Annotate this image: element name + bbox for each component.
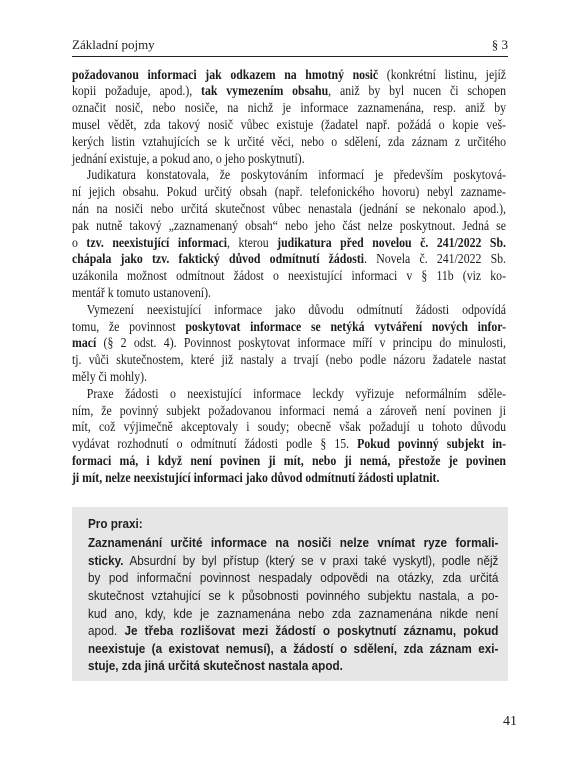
text-line [88, 569, 498, 587]
bold-text-run: judikatura před novelou č. 241/2022 Sb. [277, 234, 506, 250]
text-line [72, 218, 506, 235]
text-line [72, 470, 506, 487]
text-line [88, 587, 498, 605]
bold-text-run: Zaznamenání určité informace na nosiči nelze vnímat ryze formali- [88, 535, 499, 551]
text-run: . Novela č. 241/2022 Sb. [364, 251, 506, 267]
bold-text-run: poskytovat informace se netýká vytváření nových infor- [185, 318, 507, 334]
bold-text-run: tak vymezením obsahu [201, 83, 329, 99]
text-run: měly či mohly). [72, 368, 148, 384]
text-run: , kterou [227, 234, 278, 250]
text-line [72, 100, 506, 117]
text-line [72, 335, 506, 352]
text-line [72, 419, 506, 436]
text-run: vydávat rozhodnutí o odmítnutí žádosti podle § 15. [72, 436, 358, 452]
text-line [72, 167, 506, 184]
text-run: Vymezení neexistující informace jako důvodu odmítnutí žádosti odpovídá [86, 301, 507, 317]
text-run: ním, že povinný subjekt požadovanou informaci nemá a zároveň není povinen ji [72, 402, 506, 418]
text-line [88, 640, 498, 658]
text-line [72, 436, 506, 453]
text-run: označit nosič, nebo nosiče, na nichž je informace zaznamenána, resp. aniž by [72, 100, 506, 116]
bold-text-run: požadovanou informaci jak odkazem na hmotný nosič [72, 66, 379, 82]
practice-box-title: Pro praxi: [88, 516, 143, 531]
text-line [72, 386, 506, 403]
paragraph [72, 386, 506, 487]
text-line [72, 151, 506, 168]
bold-text-run: tzv. neexistující informaci [86, 234, 228, 250]
text-run: by pod informační povinnost nespadaly odpovědi na otázky, zda určitá [88, 570, 499, 586]
text-run: apod. [88, 623, 125, 639]
text-line [88, 622, 498, 640]
text-line [72, 369, 506, 386]
chapter-title: Základní pojmy [72, 37, 155, 52]
text-run: o [72, 234, 87, 250]
bold-text-run: chápala jako tzv. faktický důvod odmítnutí žádosti [72, 251, 365, 267]
text-line [72, 251, 506, 268]
practice-box-text [88, 534, 498, 675]
text-line [72, 117, 506, 134]
bold-text-run: stuje, zda jiná určitá skutečnost nastala apod. [88, 658, 343, 674]
text-run: skutečnost vztahující se k působnosti povinného subjektu nastala, a po- [88, 587, 499, 603]
text-run: (konkrétní listinu, jejíž [378, 66, 506, 82]
text-run: pak nutně takový „zaznamenaný obsah“ nebo jeho část nelze poskytnout. Jedná se [72, 217, 506, 233]
text-run: , aniž by byl nucen či schopen [328, 83, 506, 99]
text-line [72, 134, 506, 151]
text-run: Judikatura konstatovala, že poskytováním informací je především poskytová- [86, 167, 507, 183]
paragraph [72, 167, 506, 301]
text-line [72, 235, 506, 252]
practice-box-content [88, 515, 498, 675]
text-line [88, 657, 498, 675]
text-run: nán na nosiči nebo určitá skutečnost vůbec nenastala (jednání se nekonalo apod.), [72, 200, 506, 216]
text-run: kerých listin vztahujících se k určité věci, nebo o sdělení, zda záznam z určitého [72, 133, 506, 149]
text-line [88, 534, 498, 552]
text-run: mít, což výjimečně akceptovaly i soudy; obecně však požadují u tohoto důvodu [72, 419, 506, 435]
bold-text-run: Pokud povinný subjekt in- [357, 436, 506, 452]
text-run: tomu, že povinnost [72, 318, 186, 334]
text-run: musel vědět, zda takový nosič vůbec existuje (žadatel např. požádá o kopie veš- [72, 116, 506, 132]
bold-text-run: Je třeba rozlišovat mezi žádostí o poskytnutí záznamu, pokud [124, 623, 499, 639]
paragraph [72, 302, 506, 386]
bold-text-run: ji mít, nelze neexistující informaci jako důvod odmítnutí žádosti uplatnit. [72, 469, 440, 485]
text-run: ní jejich obsahu. Pokud určitý obsah (např. telefonického hovoru) nebyl zazname- [72, 184, 506, 200]
text-line [72, 352, 506, 369]
body-text [72, 67, 506, 487]
running-header [72, 35, 508, 57]
paragraph [72, 67, 506, 168]
text-line [72, 67, 506, 84]
page-number: 41 [503, 714, 517, 729]
text-run: jednání existuje, a pokud ano, o jeho poskytnutí). [72, 150, 305, 166]
text-run: mentář k tomuto ustanovení). [72, 284, 211, 300]
bold-text-run: formaci má, i když není povinen ji mít, nebo ji nemá, přestože je povinen [72, 452, 506, 468]
text-line [72, 403, 506, 420]
text-line [88, 552, 498, 570]
text-line [72, 285, 506, 302]
text-run: uzákonila možnost odmítnout žádost o neexistující informaci v § 11b (viz ko- [72, 268, 506, 284]
text-run: kud ano, kdy, kde je zaznamenána nebo zda zaznamenána nikde není [88, 605, 499, 621]
text-line [72, 319, 506, 336]
text-run: Absurdní by byl přístup (který se v praxi také vyskytl), podle nějž [123, 552, 499, 568]
text-line [72, 83, 506, 100]
text-run: (§ 2 odst. 4). Povinnost poskytovat informace míří v principu do minulosti, [96, 335, 506, 351]
text-run: Praxe žádosti o neexistující informace leckdy vyřizuje neformálním sděle- [86, 385, 507, 401]
text-run: tj. vůči skutečnostem, které již nastaly a trvají (nebo podle názoru žadatele nastat [72, 352, 506, 368]
text-line [72, 453, 506, 470]
bold-text-run: sticky. [88, 552, 124, 568]
text-run: kopii požaduje, apod.), [72, 83, 202, 99]
text-line [72, 268, 506, 285]
practice-box [72, 507, 508, 681]
text-line [72, 184, 506, 201]
text-line [72, 302, 506, 319]
text-line [88, 605, 498, 623]
section-mark: § 3 [491, 37, 508, 52]
bold-text-run: neexistuje (a existovat nemusí), a žádostí o sdělení, zda záznam exi- [88, 640, 499, 656]
bold-text-run: mací [72, 335, 97, 351]
text-line [72, 201, 506, 218]
